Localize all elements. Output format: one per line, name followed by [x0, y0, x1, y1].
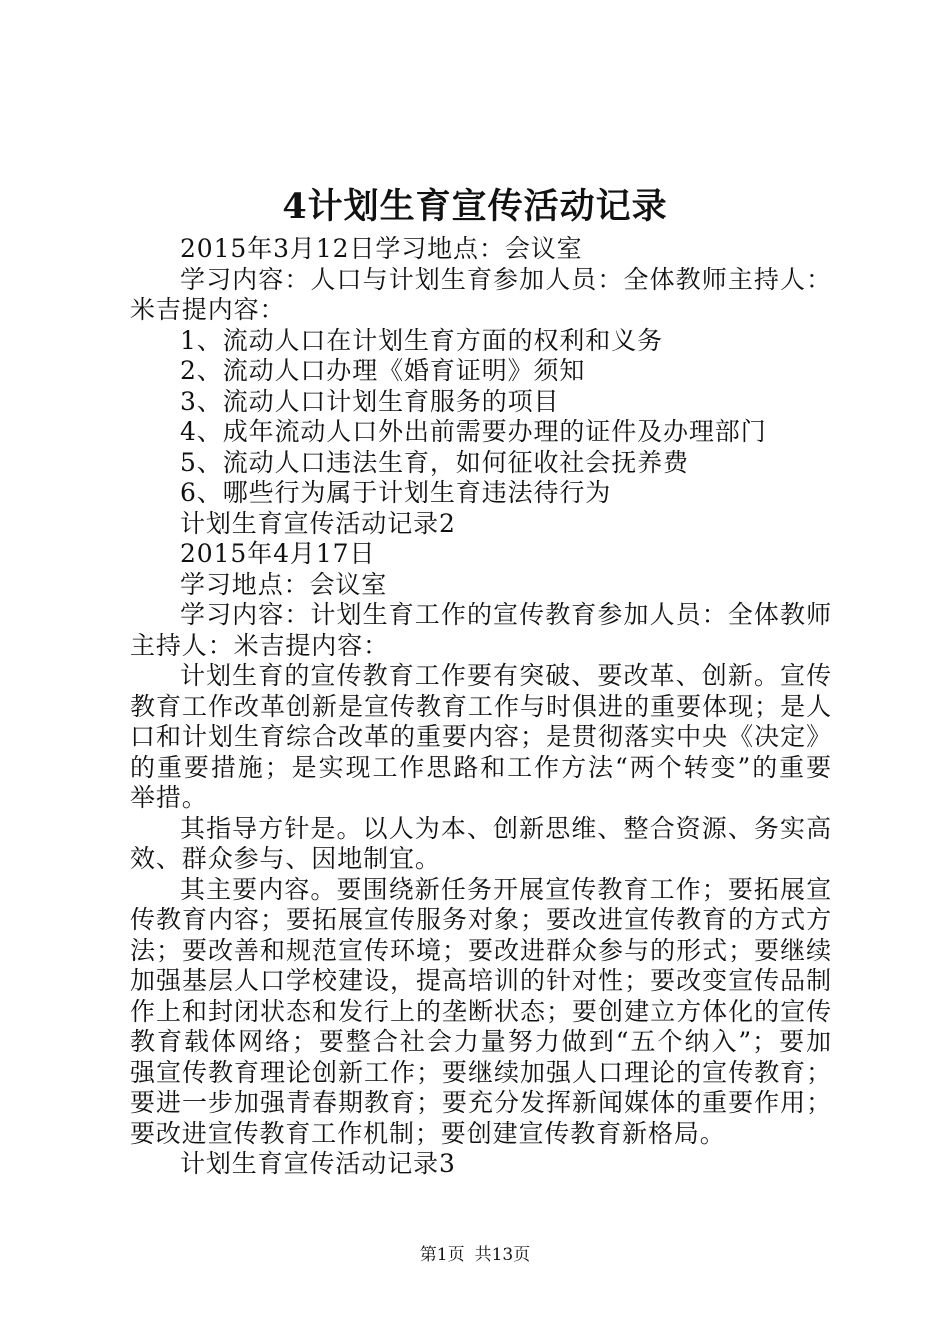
text-line: 其主要内容。要围绕新任务开展宣传教育工作；要拓展宣 [180, 874, 832, 904]
text-line: 主持人：米吉提内容： [130, 630, 390, 660]
text-line: 法；要改善和规范宣传环境；要改进群众参与的形式；要继续 [130, 935, 832, 965]
text-line: 要改进宣传教育工作机制；要创建宣传教育新格局。 [130, 1118, 726, 1148]
text-line: 2015年3月12日学习地点：会议室 [180, 234, 583, 263]
list-item: 6、哪些行为属于计划生育违法待行为 [180, 478, 612, 507]
text-line: 传教育内容；要拓展宣传服务对象；要改进宣传教育的方式方 [130, 905, 832, 934]
text-line: 加强基层人口学校建设，提高培训的针对性；要改变宣传品制 [130, 966, 832, 995]
text-line: 学习内容：人口与计划生育参加人员：全体教师主持人： [180, 264, 832, 294]
text-line: 学习地点：会议室 [180, 569, 388, 599]
text-line: 举措。 [130, 783, 208, 812]
text-line: 的重要措施；是实现工作思路和工作方法“两个转变”的重要 [130, 752, 832, 782]
text-line: 2015年4月17日 [180, 539, 376, 568]
text-line: 其指导方针是。以人为本、创新思维、整合资源、务实高 [180, 813, 832, 843]
section-heading: 计划生育宣传活动记录3 [180, 1149, 456, 1178]
text-line: 效、群众参与、因地制宜。 [130, 844, 441, 873]
page-number: 第1页 [419, 1245, 465, 1265]
page-total: 共13页 [474, 1245, 531, 1265]
text-line: 学习内容：计划生育工作的宣传教育参加人员：全体教师 [180, 600, 832, 629]
page-footer [0, 1243, 950, 1267]
list-item: 5、流动人口违法生育，如何征收社会抚养费 [180, 447, 689, 477]
list-item: 2、流动人口办理《婚育证明》须知 [180, 356, 586, 385]
text-line: 教育载体网络；要整合社会力量努力做到“五个纳入”；要加 [130, 1027, 832, 1056]
text-line: 口和计划生育综合改革的重要内容；是贯彻落实中央《决定》 [130, 722, 832, 751]
text-line: 教育工作改革创新是宣传教育工作与时俱进的重要体现；是人 [130, 691, 832, 721]
text-line: 米吉提内容： [130, 295, 286, 324]
document-title: 4计划生育宣传活动记录 [282, 186, 668, 227]
text-line: 要进一步加强青春期教育；要充分发挥新闻媒体的重要作用； [130, 1088, 832, 1117]
text-line: 作上和封闭状态和发行上的垄断状态；要创建立方体化的宣传 [130, 996, 832, 1026]
text-line: 计划生育的宣传教育工作要有突破、要改革、创新。宣传 [180, 661, 832, 690]
list-item: 1、流动人口在计划生育方面的权利和义务 [180, 325, 664, 355]
section-heading: 计划生育宣传活动记录2 [180, 508, 456, 538]
list-item: 4、成年流动人口外出前需要办理的证件及办理部门 [180, 417, 767, 446]
list-item: 3、流动人口计划生育服务的项目 [180, 386, 560, 416]
document-body [130, 234, 832, 1180]
text-line: 强宣传教育理论创新工作；要继续加强人口理论的宣传教育； [130, 1057, 832, 1087]
